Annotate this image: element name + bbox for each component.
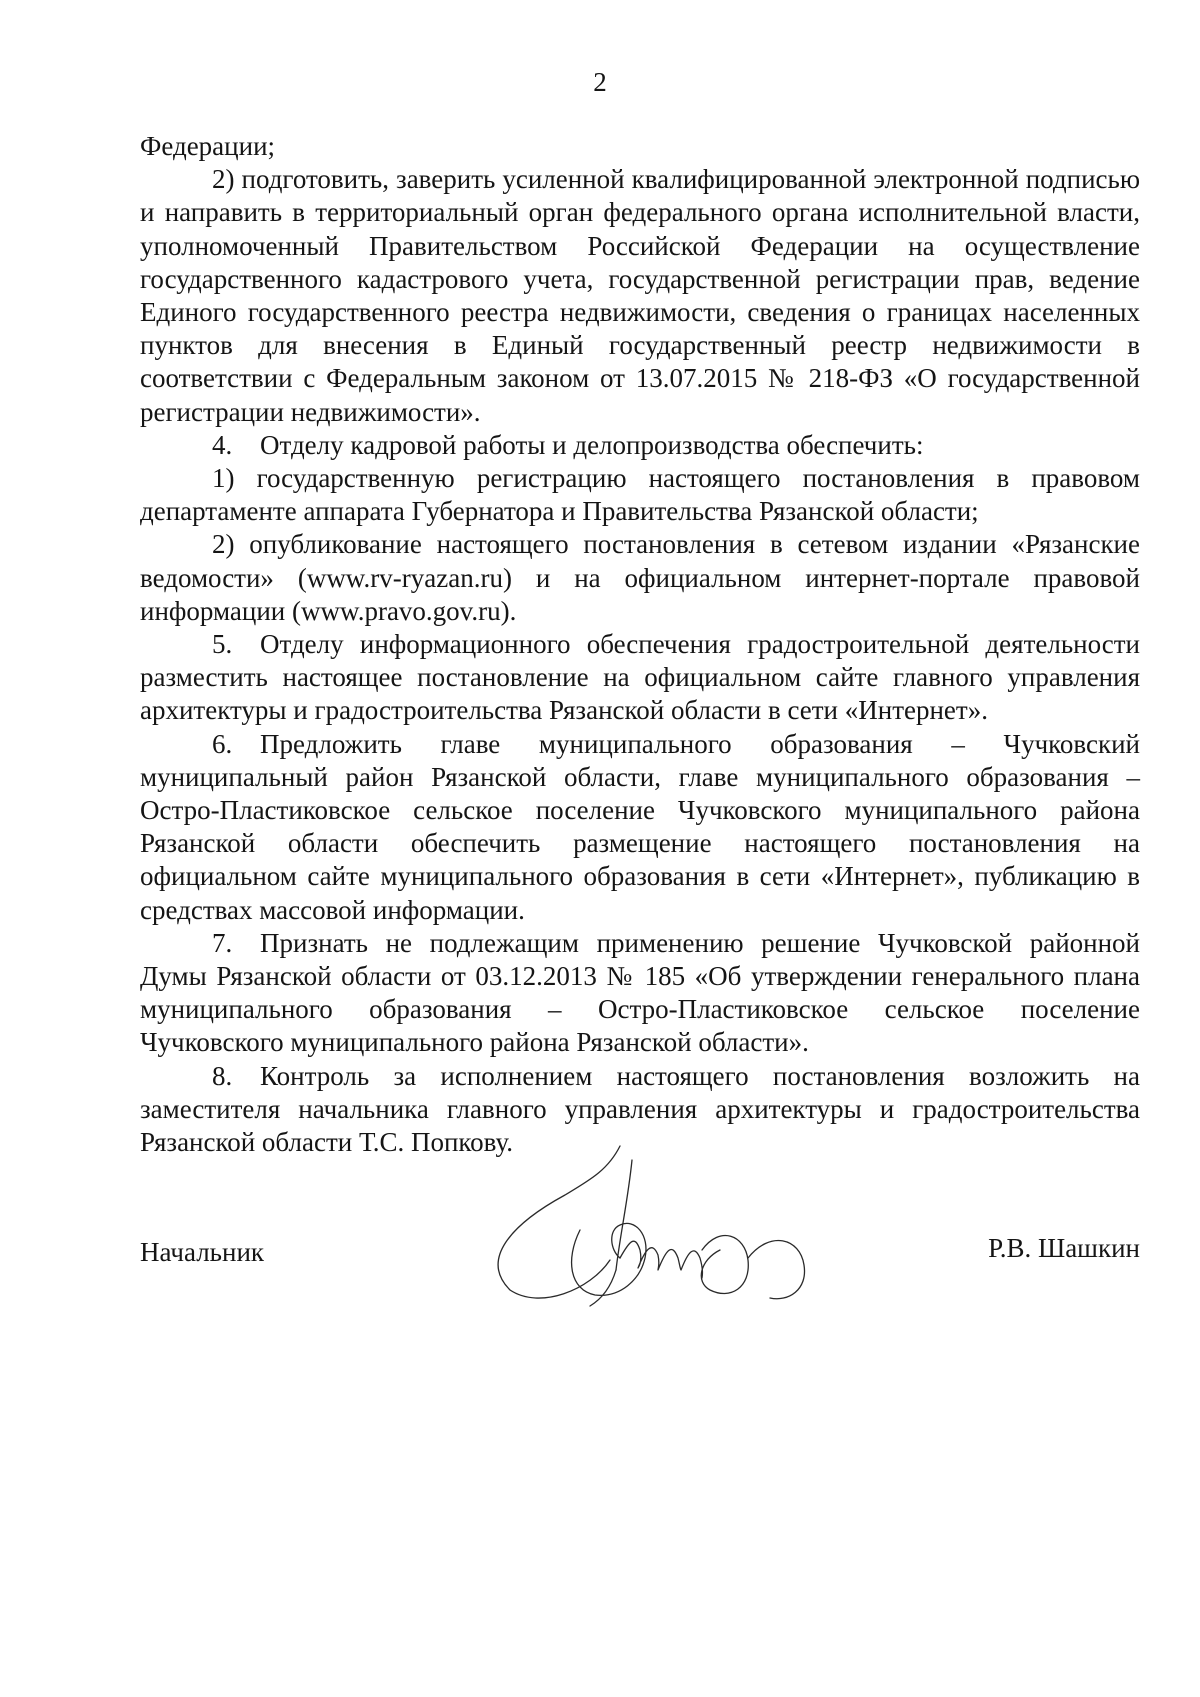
item-number: 6.	[212, 728, 233, 759]
item-number: 5.	[212, 629, 233, 660]
paragraph-text: Отделу информационного обеспечения градостроительной деятельности разместить настоящее постановление на официальном сайте главного управления архитектуры и градостроительства Рязанской области в сети «Интернет».	[140, 629, 1140, 726]
paragraph-text: 2) опубликование настоящего постановления в сетевом издании «Рязанские ведомости» (www.rv-ryazan.ru) и на официальном интернет-портале правовой информации (www.pravo.gov.ru).	[140, 529, 1140, 626]
paragraph-text: Предложить главе муниципального образования – Чучковский муниципальный район Рязанской области, главе муниципального образования – Остро-Пластиковское сельское поселение Чучковского муниципального района Рязанской области обеспечить размещение настоящего постановления на официальном сайте муниципального образования в сети «Интернет», публикацию в средствах массовой информации.	[140, 728, 1140, 925]
item-number: 8.	[212, 1060, 233, 1091]
paragraph-text: Контроль за исполнением настоящего постановления возложить на заместителя начальника главного управления архитектуры и градостроительства Рязанской области Т.С. Попкову.	[140, 1060, 1140, 1158]
paragraph-continuation	[140, 130, 1140, 163]
item-number: 4.	[212, 429, 233, 460]
signatory-name: Р.В. Шашкин	[988, 1233, 1140, 1263]
item-number: 7.	[212, 927, 233, 958]
paragraph-4-2	[140, 528, 1140, 628]
paragraph-3-2	[140, 163, 1140, 429]
paragraph-text: Федерации;	[140, 131, 276, 161]
paragraph-5	[140, 628, 1140, 728]
handwritten-signature	[470, 1140, 830, 1310]
signature-block	[140, 1233, 1140, 1276]
page-number: 2	[593, 67, 607, 97]
paragraph-6	[140, 728, 1140, 927]
signatory-title: Начальник	[140, 1237, 265, 1267]
paragraph-text: 1) государственную регистрацию настоящего постановления в правовом департаменте аппарата Губернатора и Правительства Рязанской области;	[140, 463, 1140, 527]
paragraph-4-1	[140, 462, 1140, 528]
paragraph-text: Отделу кадровой работы и делопроизводства обеспечить:	[260, 429, 924, 460]
document-body	[140, 130, 1140, 1159]
paragraph-text: 2) подготовить, заверить усиленной квалифицированной электронной подписью и направить в территориальный орган федерального органа исполнительной власти, уполномоченный Правительством Российской Федерации на осуществление государственного кадастрового учета, государственной регистрации прав, ведение Единого государственного реестра недвижимости, сведения о границах населенных пунктов для внесения в Единый государственный реестр недвижимости в соответствии с Федеральным законом от 13.07.2015 № 218-ФЗ «О государственной регистрации недвижимости».	[140, 164, 1140, 427]
paragraph-text: Признать не подлежащим применению решение Чучковской районной Думы Рязанской области от 03.12.2013 № 185 «Об утверждении генерального плана муниципального образования – Остро-Пластиковское сельское поселение Чучковского муниципального района Рязанской области».	[140, 927, 1140, 1058]
paragraph-7	[140, 927, 1140, 1060]
paragraph-4	[140, 429, 1140, 462]
